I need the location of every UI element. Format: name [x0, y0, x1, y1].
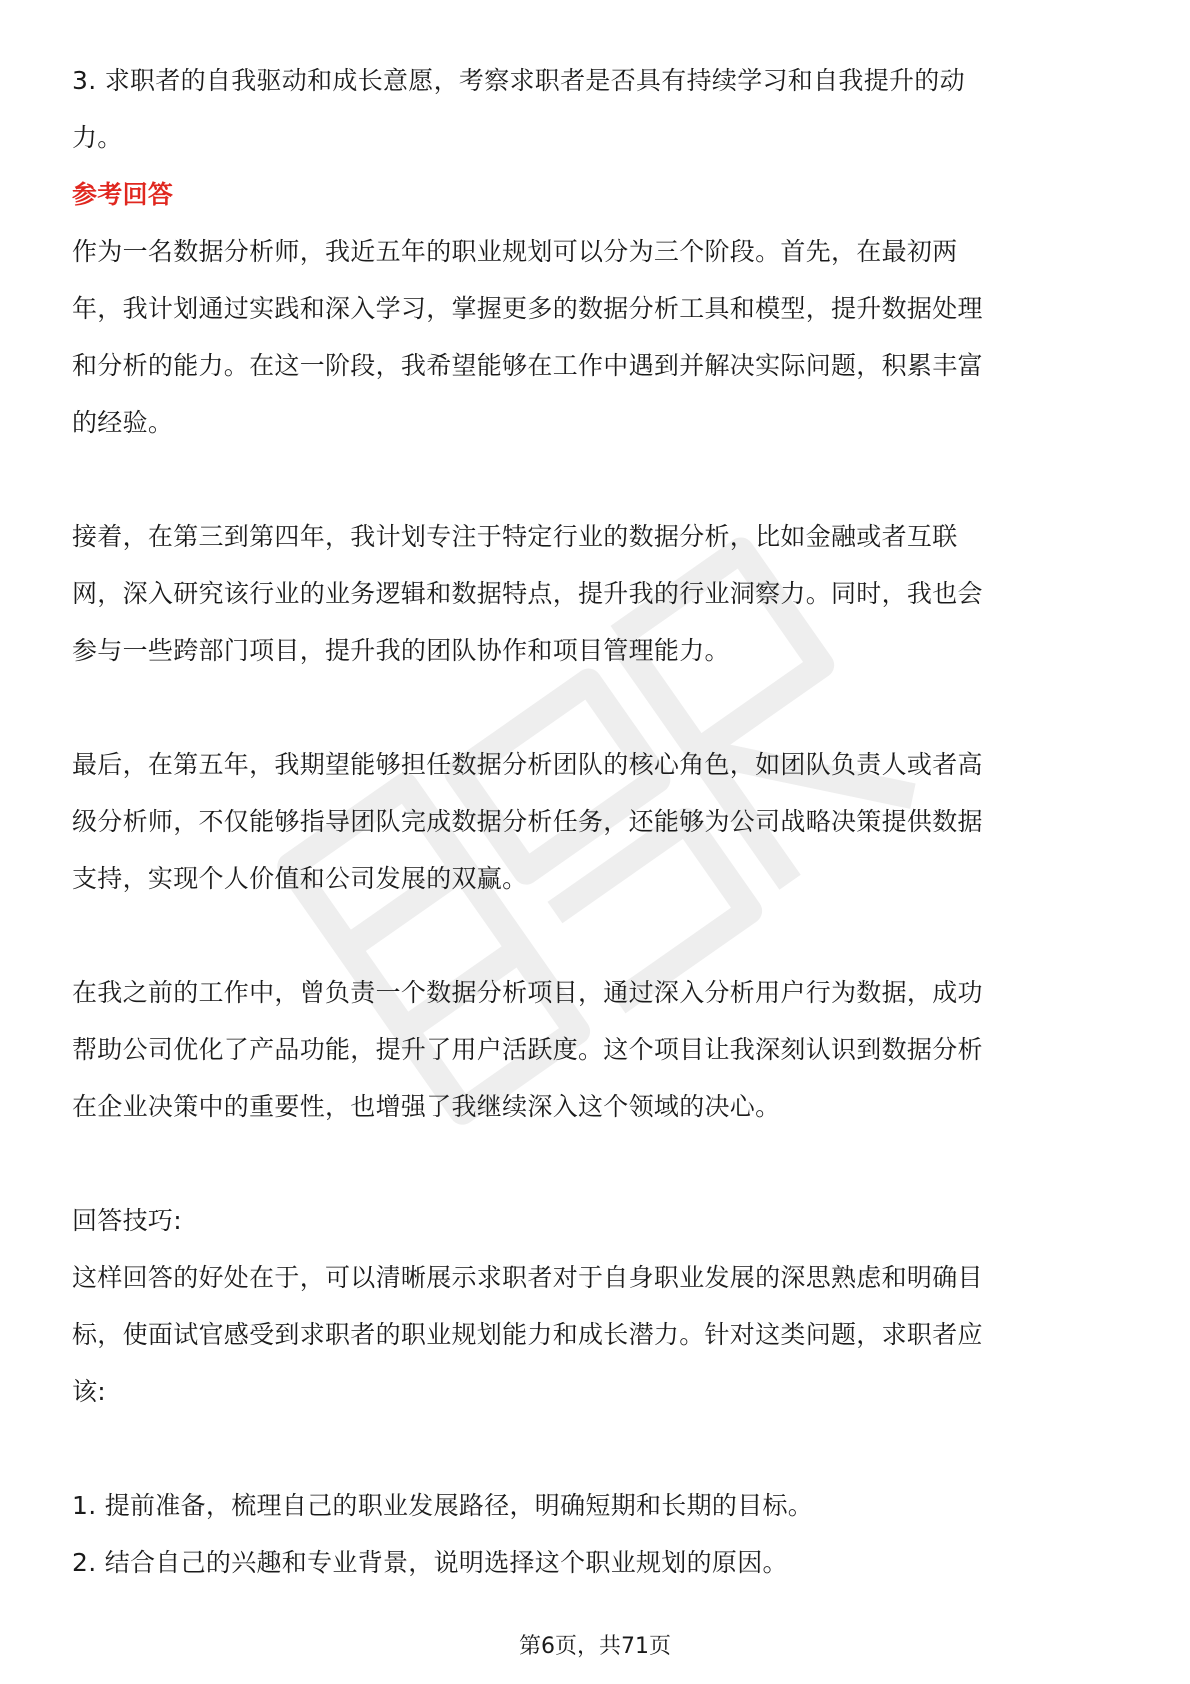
- document-body: [72, 52, 1122, 1591]
- text-line: 级分析师，不仅能够指导团队完成数据分析任务，还能够为公司战略决策提供数据: [72, 807, 983, 836]
- text-line: 这样回答的好处在于，可以清晰展示求职者对于自身职业发展的深思熟虑和明确目: [72, 1263, 983, 1292]
- paragraph-gap: [72, 1420, 1122, 1477]
- paragraph-gap: [72, 679, 1122, 736]
- text-line: 标，使面试官感受到求职者的职业规划能力和成长潜力。针对这类问题，求职者应: [72, 1320, 983, 1349]
- text-line: 回答技巧:: [72, 1206, 182, 1235]
- text-line: 在我之前的工作中，曾负责一个数据分析项目，通过深入分析用户行为数据，成功: [72, 978, 983, 1007]
- text-line: 帮助公司优化了产品功能，提升了用户活跃度。这个项目让我深刻认识到数据分析: [72, 1035, 983, 1064]
- text-line: 该:: [72, 1377, 107, 1406]
- text-line: 力。: [72, 123, 123, 152]
- page-number: 第6页，共71页: [519, 1634, 671, 1659]
- paragraph-gap: [72, 451, 1122, 508]
- text-line: 作为一名数据分析师，我近五年的职业规划可以分为三个阶段。首先，在最初两: [72, 237, 958, 266]
- text-line: 2. 结合自己的兴趣和专业背景，说明选择这个职业规划的原因。: [72, 1548, 788, 1577]
- paragraph: [72, 508, 1122, 679]
- paragraph: [72, 52, 1122, 166]
- text-line: 和分析的能力。在这一阶段，我希望能够在工作中遇到并解决实际问题，积累丰富: [72, 351, 983, 380]
- text-line: 支持，实现个人价值和公司发展的双赢。: [72, 864, 528, 893]
- text-line: 网，深入研究该行业的业务逻辑和数据特点，提升我的行业洞察力。同时，我也会: [72, 579, 983, 608]
- paragraph: [72, 1192, 1122, 1420]
- text-line: 在企业决策中的重要性，也增强了我继续深入这个领域的决心。: [72, 1092, 781, 1121]
- text-line: 参考回答: [72, 180, 174, 209]
- section-heading: [72, 166, 1122, 223]
- text-line: 1. 提前准备，梳理自己的职业发展路径，明确短期和长期的目标。: [72, 1491, 814, 1520]
- paragraph-gap: [72, 1135, 1122, 1192]
- text-line: 3. 求职者的自我驱动和成长意愿，考察求职者是否具有持续学习和自我提升的动: [72, 66, 965, 95]
- paragraph: [72, 1477, 1122, 1591]
- text-line: 接着，在第三到第四年，我计划专注于特定行业的数据分析，比如金融或者互联: [72, 522, 958, 551]
- paragraph: [72, 964, 1122, 1135]
- text-line: 最后，在第五年，我期望能够担任数据分析团队的核心角色，如团队负责人或者高: [72, 750, 983, 779]
- text-line: 年，我计划通过实践和深入学习，掌握更多的数据分析工具和模型，提升数据处理: [72, 294, 983, 323]
- paragraph-gap: [72, 907, 1122, 964]
- text-line: 参与一些跨部门项目，提升我的团队协作和项目管理能力。: [72, 636, 730, 665]
- text-line: 的经验。: [72, 408, 174, 437]
- paragraph: [72, 736, 1122, 907]
- paragraph: [72, 223, 1122, 451]
